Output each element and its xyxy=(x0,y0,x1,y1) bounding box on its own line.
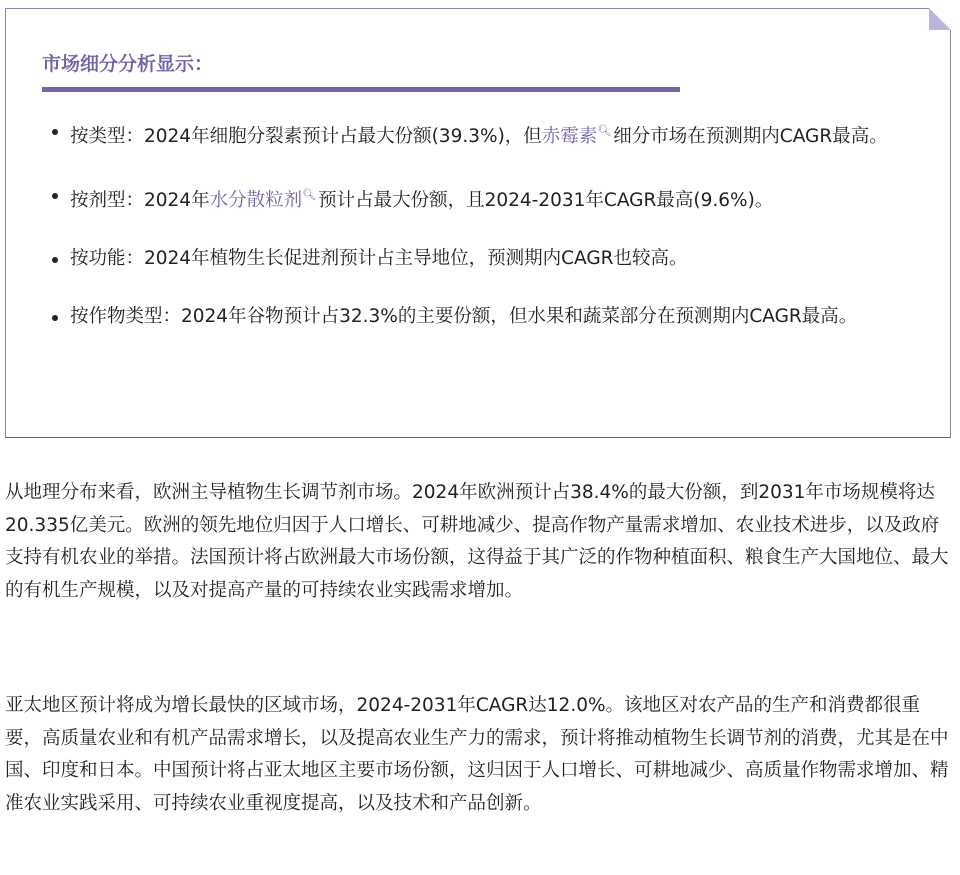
wdg-link[interactable]: 水分散粒剂 xyxy=(209,190,303,211)
paragraph-europe: 从地理分布来看，欧洲主导植物生长调节剂市场。2024年欧洲预计占38.4%的最大份额，到2031年市场规模将达20.335亿美元。欧洲的领先地位归因于人口增长、可耕地减少、提高作物产量需求增加、农业技术进步，以及政府支持有机农业的举措。法国预计将占欧洲最大市场份额，这得益于其广泛的作物种植面积、粮食生产大国地位、最大的有机生产规模，以及对提高产量的可持续农业实践需求增加。 xyxy=(5,482,949,601)
heading-underline xyxy=(42,87,680,92)
box-heading: 市场细分分析显示： xyxy=(42,53,214,75)
segment-list xyxy=(42,113,960,357)
search-icon[interactable]: 🔍︎ xyxy=(597,124,612,137)
summary-box xyxy=(5,8,951,438)
search-icon[interactable]: 🔍︎ xyxy=(302,188,317,201)
list-item: 按作物类型：2024年谷物预计占32.3%的主要份额，但水果和蔬菜部分在预测期内CAGR最高。 xyxy=(70,299,960,335)
folded-corner xyxy=(929,8,951,30)
gibberellin-link[interactable]: 赤霉素 xyxy=(541,126,598,147)
list-item: 按剂型：2024年水分散粒剂🔍︎ 预计占最大份额，且2024-2031年CAGR最高(9.6%)。 xyxy=(70,177,960,219)
list-item: 按功能：2024年植物生长促进剂预计占主导地位，预测期内CAGR也较高。 xyxy=(70,241,960,277)
paragraph-apac: 亚太地区预计将成为增长最快的区域市场，2024-2031年CAGR达12.0%。该地区对农产品的生产和消费都很重要，高质量农业和有机产品需求增长，以及提高农业生产力的需求，预计将推动植物生长调节剂的消费，尤其是在中国、印度和日本。中国预计将占亚太地区主要市场份额，这归因于人口增长、可耕地减少、高质量作物需求增加、精准农业实践采用、可持续农业重视度提高，以及技术和产品创新。 xyxy=(5,695,949,814)
list-item: 按类型：2024年细胞分裂素预计占最大份额(39.3%)，但赤霉素🔍︎ 细分市场在预测期内CAGR最高。 xyxy=(70,113,960,155)
